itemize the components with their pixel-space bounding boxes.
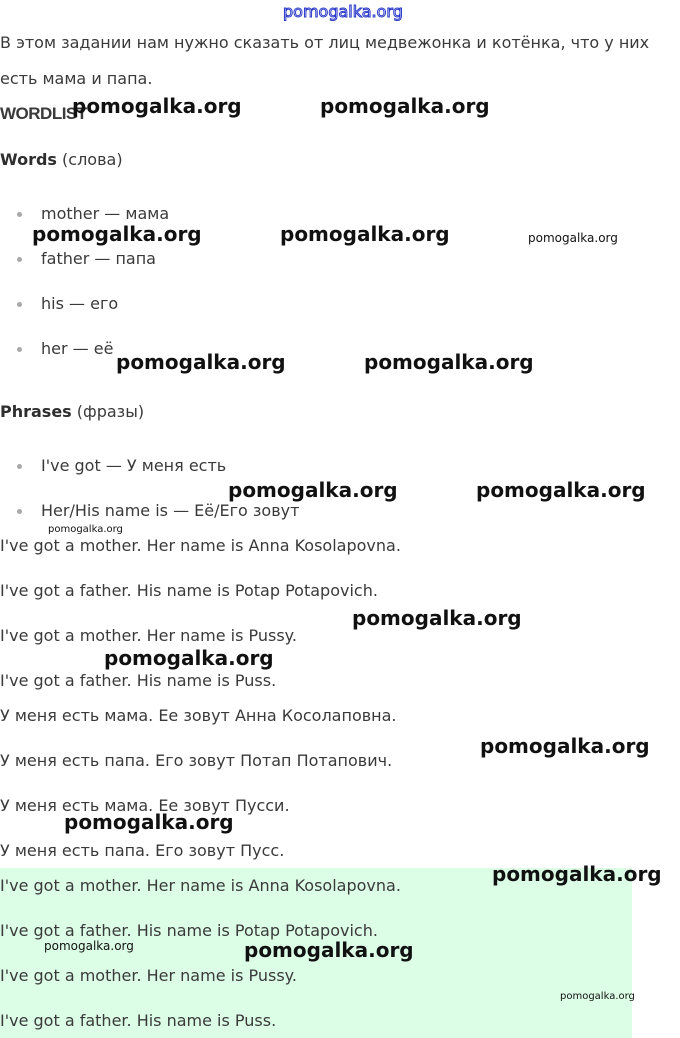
answer-sentence: I've got a mother. Her name is Pussy. xyxy=(0,966,297,985)
bullet-icon xyxy=(17,257,22,262)
answer-sentence: I've got a father. His name is Potap Potapovich. xyxy=(0,921,378,940)
english-sentence: I've got a mother. Her name is Anna Kosolapovna. xyxy=(0,536,401,555)
russian-sentence: У меня есть мама. Ее зовут Анна Косолаповна. xyxy=(0,706,397,725)
bullet-icon xyxy=(17,302,22,307)
russian-sentence: У меня есть мама. Ее зовут Пусси. xyxy=(0,796,290,815)
bullet-icon xyxy=(17,464,22,469)
watermark: pomogalka.org xyxy=(244,938,414,962)
phrase-item: I've got — У меня есть xyxy=(41,456,227,475)
watermark: pomogalka.org xyxy=(72,94,242,118)
watermark: pomogalka.org xyxy=(64,810,234,834)
watermark: pomogalka.org xyxy=(492,862,662,886)
watermark: pomogalka.org xyxy=(228,478,398,502)
top-watermark: pomogalka.org xyxy=(283,2,403,21)
bullet-icon xyxy=(17,212,22,217)
phrases-heading xyxy=(0,402,144,422)
bullet-icon xyxy=(17,509,22,514)
english-sentence: I've got a father. His name is Potap Potapovich. xyxy=(0,581,378,600)
english-sentence: I've got a father. His name is Puss. xyxy=(0,671,277,690)
watermark: pomogalka.org xyxy=(364,350,534,374)
watermark: pomogalka.org xyxy=(48,524,123,535)
russian-sentence: У меня есть папа. Его зовут Потап Потапович. xyxy=(0,751,393,770)
watermark: pomogalka.org xyxy=(560,991,635,1002)
word-item: his — его xyxy=(41,294,119,313)
phrases-subtitle: (фразы) xyxy=(76,402,145,421)
wordlist-heading: WORDLIST xyxy=(0,104,87,123)
word-item: mother — мама xyxy=(41,204,170,223)
watermark: pomogalka.org xyxy=(480,734,650,758)
intro-line-1: В этом задании нам нужно сказать от лиц медвежонка и котёнка, что у них xyxy=(0,33,650,52)
words-title: Words xyxy=(0,150,57,169)
watermark: pomogalka.org xyxy=(352,606,522,630)
words-subtitle: (слова) xyxy=(62,150,123,169)
watermark: pomogalka.org xyxy=(44,939,134,953)
watermark: pomogalka.org xyxy=(280,222,450,246)
words-heading xyxy=(0,150,123,170)
intro-line-2: есть мама и папа. xyxy=(0,69,153,88)
answer-sentence: I've got a father. His name is Puss. xyxy=(0,1011,277,1030)
watermark: pomogalka.org xyxy=(32,222,202,246)
watermark: pomogalka.org xyxy=(116,350,286,374)
bullet-icon xyxy=(17,347,22,352)
word-item: her — её xyxy=(41,339,114,358)
russian-sentence: У меня есть папа. Его зовут Пусс. xyxy=(0,841,285,860)
watermark: pomogalka.org xyxy=(104,646,274,670)
phrases-title: Phrases xyxy=(0,402,72,421)
english-sentence: I've got a mother. Her name is Pussy. xyxy=(0,626,297,645)
watermark: pomogalka.org xyxy=(528,231,618,245)
watermark: pomogalka.org xyxy=(476,478,646,502)
phrase-item: Her/His name is — Её/Его зовут xyxy=(41,501,300,520)
watermark: pomogalka.org xyxy=(320,94,490,118)
word-item: father — папа xyxy=(41,249,156,268)
answer-sentence: I've got a mother. Her name is Anna Kosolapovna. xyxy=(0,876,401,895)
